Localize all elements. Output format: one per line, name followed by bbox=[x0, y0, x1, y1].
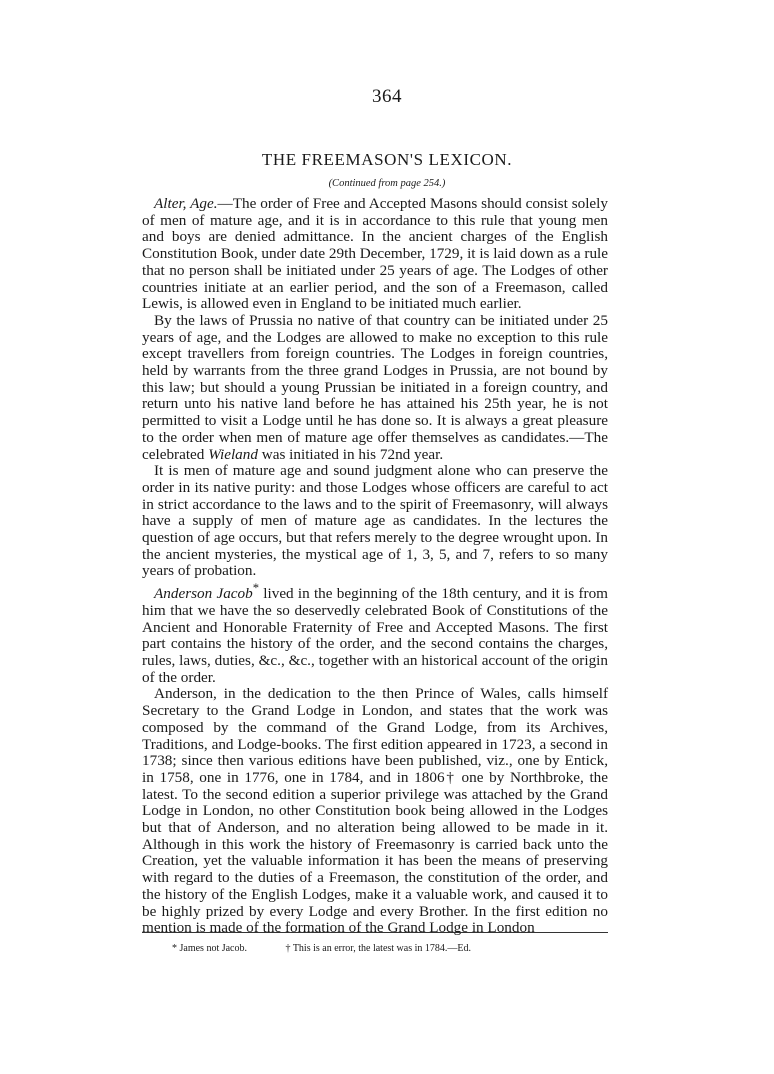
paragraph-mature-age bbox=[142, 463, 608, 580]
paragraph-text: It is men of mature age and sound judgment alone who can preserve the order in its native purity: and those Lodges whose officers are careful to act in strict accordance to the laws and to the spirit of Freemasonry, will always have a supply of men of mature age as candidates. In the lectures the question of age occurs, but that refers merely to the degree wrought upon. In the ancient mysteries, the mystical age of 1, 3, 5, and 7, refers to so many years of probation. bbox=[142, 462, 608, 580]
paragraph-alter-age bbox=[142, 196, 608, 313]
article-body bbox=[142, 196, 608, 937]
entry-heading-anderson: Anderson Jacob bbox=[154, 585, 253, 603]
continued-note: (Continued from page 254.) bbox=[328, 178, 446, 189]
paragraph-text: lived in the beginning of the 18th century, and it is from him that we have the so deservedly celebrated Book of Constitutions of the Ancient and Honorable Fraternity of Free and Accepted Masons. The first part contains the history of the order, and the second contains the charges, rules, laws, duties, &c., &c., together with an historical account of the origin of the order. bbox=[142, 585, 608, 686]
paragraph-text: By the laws of Prussia no native of that country can be initiated under 25 years of age, and the Lodges are allowed to make no exception to this rule except travellers from foreign countries. The Lodges in foreign countries, held by warrants from the three grand Lodges in Prussia, are not bound by this law; but should a young Prussian be initiated in a foreign country, and return unto his native land before he has attained his 25th year, he is not permitted to visit a Lodge until he has done so. It is always a great pleasure to the order when men of mature age offer themselves as candidates.—The celebrated bbox=[142, 311, 608, 463]
entry-heading-alter-age: Alter, Age. bbox=[154, 195, 218, 212]
footnote-marker-1: * bbox=[252, 581, 260, 596]
paragraph-anderson bbox=[142, 580, 608, 686]
footnotes bbox=[172, 943, 592, 954]
paragraph-text: was initiated in his 72nd year. bbox=[257, 445, 444, 463]
footnote-marker-2: † bbox=[444, 768, 456, 786]
paragraph-text: —The order of Free and Accepted Masons should consist solely of men of mature age, and it is in accordance to this rule that young men and boys are denied admittance. In the ancient charges of the English Constitution Book, under date 29th December, 1729, it is laid down as a rule that no person shall be initiated under 25 years of age. The Lodges of other countries initiate at an earlier period, and the son of a Freemason, called Lewis, is allowed even in England to be initiated much earlier. bbox=[142, 195, 608, 313]
paragraph-text: one by Northbroke, the latest. To the second edition a superior privilege was attached by the Grand Lodge in London, no other Constitution book being allowed in the Lodges but that of Anderson, and no alteration being allowed to be made in it. Although in this work the history of Freemasonry is carried back unto the Creation, yet the valuable information it has been the means of preserving with regard to the duties of a Freemason, the constitution of the order, and the history of the English Lodges, make it a valuable work, and caused it to be highly prized by every Lodge and every Brother. In the first edition no mention is made of the formation of the Grand Lodge in London bbox=[142, 768, 608, 937]
paragraph-dedication bbox=[142, 686, 608, 937]
article-title: THE FREEMASON'S LEXICON. bbox=[261, 150, 513, 169]
footnote-1: * James not Jacob. bbox=[172, 943, 247, 954]
footnote-divider bbox=[142, 932, 608, 933]
paragraph-text: Anderson, in the dedication to the then Prince of Wales, calls himself Secretary to the Grand Lodge in London, and states that the work was composed by the command of the Grand Lodge, from its Archives, Traditions, and Lodge-books. The first edition appeared in 1723, a second in 1738; since then various editions have been published, viz., one by Entick, in 1758, one in 1776, one in 1784, and in 1806 bbox=[142, 685, 608, 786]
paragraph-prussia bbox=[142, 313, 608, 463]
footnote-2: † This is an error, the latest was in 1784.—Ed. bbox=[285, 943, 471, 954]
name-wieland: Wieland bbox=[208, 445, 258, 463]
page-number: 364 bbox=[372, 86, 402, 107]
